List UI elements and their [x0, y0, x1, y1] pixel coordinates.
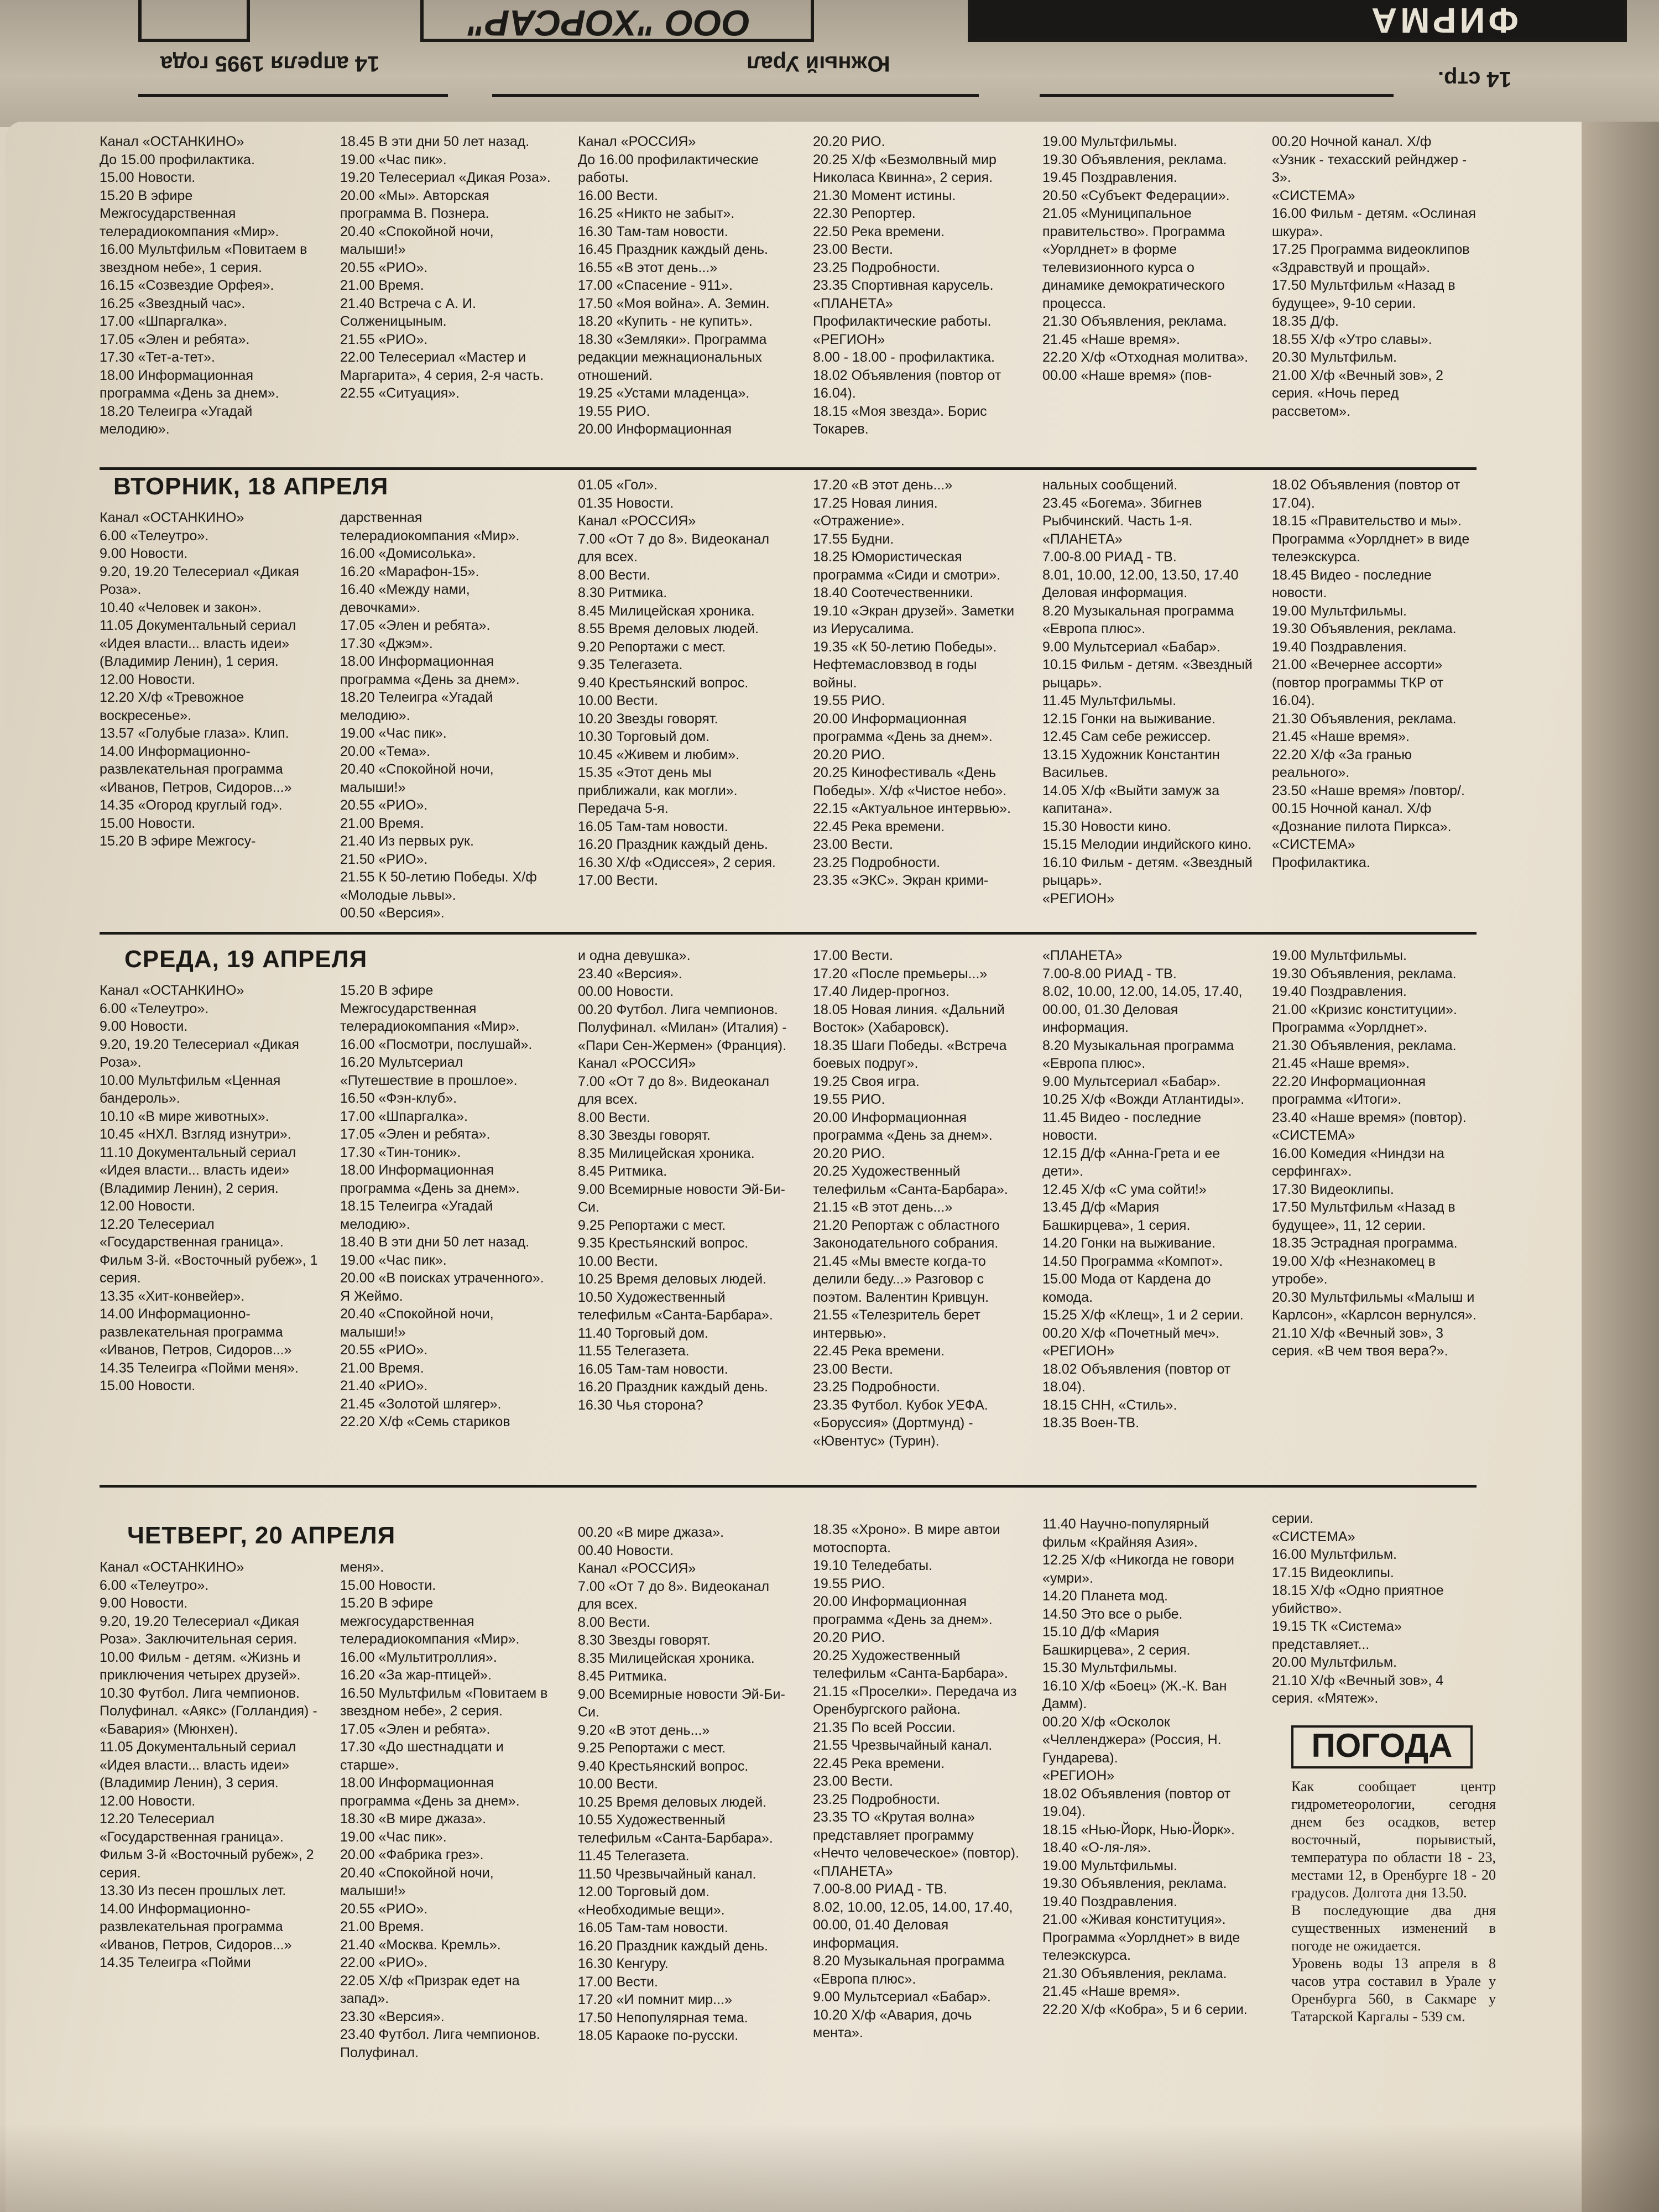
thursday-column-rossiya: 00.20 «В мире джаза». 00.40 Новости. Канал «РОССИЯ» 7.00 «От 7 до 8». Видеоканал для всех. 8.00 Вести. 8.30 Звезды говорят. 8.35 Милицейская хроника. 8.45 Ритмика. 9.00 Всемирные новости Эй-Би-Си. 9.20 «В этот день...» 9.25 Репортажи с мест. 9.40 Крестьянский вопрос. 10.00 Вести. 10.25 Время деловых людей. 10.55 Художественный телефильм «Санта-Барбара». 11.45 Телегазета. 11.50 Чрезвычайный канал. 12.00 Торговый дом. «Необходимые вещи». 16.05 Там-там новости. 16.20 Праздник каждый день. 16.30 Кенгуру. 17.00 Вести. 17.20 «И помнит мир...» 17.50 Непопулярная тема. 18.05 Караоке по-русски.	[578, 1525, 785, 2043]
tuesday-section	[100, 473, 1477, 935]
section-divider	[100, 467, 1477, 470]
section-divider	[100, 932, 1477, 935]
thursday-heading: ЧЕТВЕРГ, 20 АПРЕЛЯ	[127, 1522, 396, 1549]
folio-rule	[138, 94, 448, 97]
previous-page-edge	[0, 0, 1659, 127]
wednesday-heading: СРЕДА, 19 АПРЕЛЯ	[124, 946, 368, 973]
wednesday-column-ostankino-evening: 15.20 В эфире Межгосударственная телерадиокомпания «Мир». 16.00 «Посмотри, послушай». 16.20 Мультсериал «Путешествие в прошлое». 16.50 «Фэн-клуб». 17.00 «Шпаргалка». 17.05 «Элен и ребята». 17.30 «Тин-тоник». 18.00 Информационная программа «День за днем». 18.15 Телеигра «Угадай мелодию». 18.40 В эти дни 50 лет назад. 19.00 «Час пик». 20.00 «В поисках утраченного». Я Жеймо. 20.40 «Спокойной ночи, малыши!» 20.55 «РИО». 21.00 Время. 21.40 «РИО». 21.45 «Золотой шлягер». 22.20 Х/ф «Семь стариков	[340, 983, 544, 1430]
monday-column-rossiya-evening: 20.20 РИО. 20.25 Х/ф «Безмолвный мир Николаса Квинна», 2 серия. 21.30 Момент истины. 22.30 Репортер. 22.50 Река времени. 23.00 Вести. 23.25 Подробности. 23.35 Спортивная карусель. «ПЛАНЕТА» Профилактические работы. «РЕГИОН» 8.00 - 18.00 - профилактика. 18.02 Объявления (повтор от 16.04). 18.15 «Моя звезда». Борис Токарев.	[813, 134, 1001, 437]
monday-column-sistema: 00.20 Ночной канал. Х/ф «Узник - техасский рейнджер - 3». «СИСТЕМА» 16.00 Фильм - детям. «Ослиная шкура». 17.25 Программа видеоклипов «Здравствуй и прощай». 17.50 Мультфильм «Назад в будущее», 9-10 серии. 18.35 Д/ф. 18.55 Х/ф «Утро славы». 20.30 Мультфильм. 21.00 Х/ф «Вечный зов», 2 серия. «Ночь перед рассветом».	[1272, 134, 1476, 419]
wednesday-column-rossiya-evening: 17.00 Вести. 17.20 «После премьеры...» 17.40 Лидер-прогноз. 18.05 Новая линия. «Дальний Восток» (Хабаровск). 18.35 Шаги Победы. «Встреча боевых подруг». 19.25 Своя игра. 19.55 РИО. 20.00 Информационная программа «День за днем». 20.20 РИО. 20.25 Художественный телефильм «Санта-Барбара». 21.15 «В этот день...» 21.20 Репортаж с областного Законодательного собрания. 21.45 «Мы вместе когда-то делили беду...» Разговор с поэтом. Валентин Кривцун. 21.55 «Телезритель берет интервью». 22.45 Река времени. 23.00 Вести. 23.25 Подробности. 23.35 Футбол. Кубок УЕФА. «Боруссия» (Дортмунд) - «Ювентус» (Турин).	[813, 948, 1008, 1449]
ad-box-firm	[968, 0, 1627, 42]
wednesday-column-rossiya: и одна девушка». 23.40 «Версия». 00.00 Новости. 00.20 Футбол. Лига чемпионов. Полуфинал. «Милан» (Италия) - «Пари Сен-Жермен» (Франция). Канал «РОССИЯ» 7.00 «От 7 до 8». Видеоканал для всех. 8.00 Вести. 8.30 Звезды говорят. 8.35 Милицейская хроника. 8.45 Ритмика. 9.00 Всемирные новости Эй-Би-Си. 9.25 Репортажи с мест. 9.35 Крестьянский вопрос. 10.00 Вести. 10.25 Время деловых людей. 10.50 Художественный телефильм «Санта-Барбара». 11.40 Торговый дом. 11.55 Телегазета. 16.05 Там-там новости. 16.20 Праздник каждый день. 16.30 Чья сторона?	[578, 948, 787, 1413]
issue-date: 14 апреля 1995 года	[160, 51, 380, 76]
page-gutter	[1582, 122, 1659, 2212]
monday-section	[100, 133, 1477, 470]
monday-column-ostankino-evening: 18.45 В эти дни 50 лет назад. 19.00 «Час пик». 19.20 Телесериал «Дикая Роза». 20.00 «Мы». Авторская программа В. Познера. 20.40 «Спокойной ночи, малыши!» 20.55 «РИО». 21.00 Время. 21.40 Встреча с А. И. Солженицыным. 21.55 «РИО». 22.00 Телесериал «Мастер и Маргарита», 4 серия, 2-я часть. 22.55 «Ситуация».	[340, 134, 551, 401]
emblem-box	[138, 0, 250, 42]
thursday-column-ostankino: Канал «ОСТАНКИНО» 6.00 «Телеутро». 9.00 Новости. 9.20, 19.20 Телесериал «Дикая Роза». Заключительная серия. 10.00 Фильм - детям. «Жизнь и приключения четырех друзей». 10.30 Футбол. Лига чемпионов. Полуфинал. «Аякс» (Голландия) - «Бавария» (Мюнхен). 11.05 Документальный сериал «Идея власти... власть идеи» (Владимир Ленин), 3 серия. 12.00 Новости. 12.20 Телесериал «Государственная граница». Фильм 3-й «Восточный рубеж», 2 серия. 13.30 Из песен прошлых лет. 14.00 Информационно-развлекательная программа «Иванов, Петров, Сидоров...» 14.35 Телеигра «Пойми	[100, 1559, 317, 1970]
bottom-shadow	[0, 2124, 1659, 2212]
thursday-column-region: 11.40 Научно-популярный фильм «Крайняя Азия». 12.25 Х/ф «Никогда не говори «умри». 14.20 Планета мод. 14.50 Это все о рыбе. 15.10 Д/ф «Мария Башкирцева», 2 серия. 15.30 Мультфильмы. 16.10 Х/ф «Боец» (Ж.-К. Ван Дамм). 00.20 Х/ф «Осколок «Челленджера» (Россия, Н. Гундарева). «РЕГИОН» 18.02 Объявления (повтор от 19.04). 18.15 «Нью-Йорк, Нью-Йорк». 18.40 «О-ля-ля». 19.00 Мультфильмы. 19.30 Объявления, реклама. 19.40 Поздравления. 21.00 «Живая конституция». Программа «Уорлднет» в виде телеэкскурса. 21.30 Объявления, реклама. 21.45 «Наше время». 22.20 Х/ф «Кобра», 5 и 6 серии.	[1042, 1516, 1248, 2017]
ad-company-text: ООО "ХОРСАР"	[468, 3, 751, 44]
ad-box-horsar	[420, 0, 814, 42]
tuesday-heading: ВТОРНИК, 18 АПРЕЛЯ	[113, 473, 389, 500]
tuesday-column-region: 18.02 Объявления (повтор от 17.04). 18.15 «Правительство и мы». Программа «Уорлднет» в виде телеэкскурса. 18.45 Видео - последние новости. 19.00 Мультфильмы. 19.30 Объявления, реклама. 19.40 Поздравления. 21.00 «Вечернее ассорти» (повтор программы ТКР от 16.04). 21.30 Объявления, реклама. 21.45 «Наше время». 22.20 Х/ф «За гранью реального». 23.50 «Наше время» /повтор/. 00.15 Ночной канал. Х/ф «Дознание пилота Пиркса». «СИСТЕМА» Профилактика.	[1272, 477, 1470, 870]
folio-rule	[1040, 94, 1394, 97]
monday-column-rossiya: Канал «РОССИЯ» До 16.00 профилактические работы. 16.00 Вести. 16.25 «Никто не забыт». 16.30 Там-там новости. 16.45 Праздник каждый день. 16.55 «В этот день...» 17.00 «Спасение - 911». 17.50 «Моя война». А. Земин. 18.20 «Купить - не купить». 18.30 «Земляки». Программа редакции межнациональных отношений. 19.25 «Устами младенца». 19.55 РИО. 20.00 Информационная	[578, 134, 770, 437]
ad-firm-text: ФИРМА	[1368, 1, 1519, 40]
thursday-column-ostankino-evening: меня». 15.00 Новости. 15.20 В эфире межгосударственная телерадиокомпания «Мир». 16.00 «Мультитроллия». 16.20 «За жар-птицей». 16.50 Мультфильм «Повитаем в звездном небе», 2 серия. 17.05 «Элен и ребята». 17.30 «До шестнадцати и старше». 18.00 Информационная программа «День за днем». 18.30 «В мире джаза». 19.00 «Час пик». 20.00 «Фабрика грез». 20.40 «Спокойной ночи, малыши!» 20.55 «РИО». 21.00 Время. 21.40 «Москва. Кремль». 22.00 «РИО». 22.05 Х/ф «Призрак едет на запад». 23.30 «Версия». 23.40 Футбол. Лига чемпионов. Полуфинал.	[340, 1559, 548, 2060]
tuesday-column-rossiya-evening: 17.20 «В этот день...» 17.25 Новая линия. «Отражение». 17.55 Будни. 18.25 Юмористическая программа «Сиди и смотри». 18.40 Соотечественники. 19.10 «Экран друзей». Заметки из Иерусалима. 19.35 «К 50-летию Победы». Нефтемасловзвод в годы войны. 19.55 РИО. 20.00 Информационная программа «День за днем». 20.20 РИО. 20.25 Кинофестиваль «День Победы». Х/ф «Чистое небо». 22.15 «Актуальное интервью». 22.45 Река времени. 23.00 Вести. 23.25 Подробности. 23.35 «ЭКС». Экран крими-	[813, 477, 1015, 888]
wednesday-column-planeta: «ПЛАНЕТА» 7.00-8.00 РИАД - ТВ. 8.02, 10.00, 12.00, 14.05, 17.40, 00.00, 01.30 Деловая информация. 8.20 Музыкальная программа «Европа плюс». 9.00 Мультсериал «Бабар». 10.25 Х/ф «Вожди Атлантиды». 11.45 Видео - последние новости. 12.15 Д/ф «Анна-Грета и ее дети». 12.45 Х/ф «С ума сойти!» 13.45 Д/ф «Мария Башкирцева», 1 серия. 14.20 Гонки на выживание. 14.50 Программа «Компот». 15.00 Мода от Кардена до комода. 15.25 Х/ф «Клещ», 1 и 2 серии. 00.20 Х/ф «Почетный меч». «РЕГИОН» 18.02 Объявления (повтор от 18.04). 18.15 СНН, «Стиль». 18.35 Воен-ТВ.	[1042, 948, 1245, 1431]
tuesday-column-ostankino-evening: дарственная телерадиокомпания «Мир». 16.00 «Домисолька». 16.20 «Марафон-15». 16.40 «Между нами, девочками». 17.05 «Элен и ребята». 17.30 «Джэм». 18.00 Информационная программа «День за днем». 18.20 Телеигра «Угадай мелодию». 19.00 «Час пик». 20.00 «Тема». 20.40 «Спокойной ночи, малыши!» 20.55 «РИО». 21.00 Время. 21.40 Из первых рук. 21.50 «РИО». 21.55 К 50-летию Победы. Х/ф «Молодые львы». 00.50 «Версия».	[340, 510, 537, 921]
newspaper-name: Южный Урал	[747, 51, 890, 76]
folio-rule	[492, 94, 979, 97]
previous-page-strip	[138, 0, 1631, 127]
thursday-section	[100, 1499, 1477, 2168]
thursday-column-rossiya-evening: 18.35 «Хроно». В мире автои мотоспорта. 19.10 Теледебаты. 19.55 РИО. 20.00 Информационная программа «День за днем». 20.20 РИО. 20.25 Художественный телефильм «Санта-Барбара». 21.15 «Проселки». Передача из Оренбургского района. 21.35 По всей России. 21.55 Чрезвычайный канал. 22.45 Река времени. 23.00 Вести. 23.25 Подробности. 23.35 ТО «Крутая волна» представляет программу «Нечто человеческое» (повтор). «ПЛАНЕТА» 7.00-8.00 РИАД - ТВ. 8.02, 10.00, 12.05, 14.00, 17.40, 00.00, 01.40 Деловая информация. 8.20 Музыкальная программа «Европа плюс». 9.00 Мультсериал «Бабар». 10.20 Х/ф «Авария, дочь мента».	[813, 1522, 1020, 2041]
section-divider	[100, 1485, 1477, 1488]
monday-column-ostankino: Канал «ОСТАНКИНО» До 15.00 профилактика. 15.00 Новости. 15.20 В эфире Межгосударственная телерадиокомпания «Мир». 16.00 Мультфильм «Повитаем в звездном небе», 1 серия. 16.15 «Созвездие Орфея». 16.25 «Звездный час». 17.00 «Шпаргалка». 17.05 «Элен и ребята». 17.30 «Тет-а-тет». 18.00 Информационная программа «День за днем». 18.20 Телеигра «Угадай мелодию».	[100, 134, 307, 437]
weather-box	[1291, 1725, 1501, 2135]
page-number: 14 стр.	[1438, 67, 1511, 91]
monday-column-region: 19.00 Мультфильмы. 19.30 Объявления, реклама. 19.45 Поздравления. 20.50 «Субъект Федерации». 21.05 «Муниципальное правительство». Программа «Уорлднет» в форме телевизионного курса о динамике демократического процесса. 21.30 Объявления, реклама. 21.45 «Наше время». 22.20 Х/ф «Отходная молитва». 00.00 «Наше время» (пов-	[1042, 134, 1249, 383]
weather-title: ПОГОДА	[1291, 1725, 1473, 1768]
tuesday-column-rossiya: 01.05 «Гол». 01.35 Новости. Канал «РОССИЯ» 7.00 «От 7 до 8». Видеоканал для всех. 8.00 Вести. 8.30 Ритмика. 8.45 Милицейская хроника. 8.55 Время деловых людей. 9.20 Репортажи с мест. 9.35 Телегазета. 9.40 Крестьянский вопрос. 10.00 Вести. 10.20 Звезды говорят. 10.30 Торговый дом. 10.45 «Живем и любим». 15.35 «Этот день мы приближали, как могли». Передача 5-я. 16.05 Там-там новости. 16.20 Праздник каждый день. 16.30 Х/ф «Одиссея», 2 серия. 17.00 Вести.	[578, 477, 776, 888]
tuesday-column-planeta: нальных сообщений. 23.45 «Богема». Збигнев Рыбчинский. Часть 1-я. «ПЛАНЕТА» 7.00-8.00 РИАД - ТВ. 8.01, 10.00, 12.00, 13.50, 17.40 Деловая информация. 8.20 Музыкальная программа «Европа плюс». 9.00 Мультсериал «Бабар». 10.15 Фильм - детям. «Звездный рыцарь». 11.45 Мультфильмы. 12.15 Гонки на выживание. 12.45 Сам себе режиссер. 13.15 Художник Константин Васильев. 14.05 Х/ф «Выйти замуж за капитана». 15.30 Новости кино. 15.15 Мелодии индийского кино. 16.10 Фильм - детям. «Звездный рыцарь». «РЕГИОН»	[1042, 477, 1253, 906]
tuesday-column-ostankino: Канал «ОСТАНКИНО» 6.00 «Телеутро». 9.00 Новости. 9.20, 19.20 Телесериал «Дикая Роза». 10.40 «Человек и закон». 11.05 Документальный сериал «Идея власти... власть идеи» (Владимир Ленин), 1 серия. 12.00 Новости. 12.20 Х/ф «Тревожное воскресенье». 13.57 «Голубые глаза». Клип. 14.00 Информационно-развлекательная программа «Иванов, Петров, Сидоров...» 14.35 «Огород круглый год». 15.00 Новости. 15.20 В эфире Межгосу-	[100, 510, 299, 849]
thursday-column-sistema: серии. «СИСТЕМА» 16.00 Мультфильм. 17.15 Видеоклипы. 18.15 Х/ф «Одно приятное убийство». 19.15 ТК «Система» представляет... 20.00 Мультфильм. 21.10 Х/ф «Вечный зов», 4 серия. «Мятеж».	[1272, 1511, 1444, 1706]
weather-text: Как сообщает центр гидрометеорологии, сегодня днем без осадков, ветер восточный, порывистый, температура по области 18 - 23, местами 12, в Оренбурге 18 - 20 градусов. Долгота дня 13.50. В последующие два дня существенных изменений в погоде не ожидается. Уровень воды 13 апреля в 8 часов утра составил в Урале у Оренбурга 560, в Сакмаре у Татарской Каргалы - 539 см.	[1291, 1778, 1496, 2025]
wednesday-section	[100, 940, 1477, 1493]
wednesday-column-ostankino: Канал «ОСТАНКИНО» 6.00 «Телеутро». 9.00 Новости. 9.20, 19.20 Телесериал «Дикая Роза». 10.00 Мультфильм «Ценная бандероль». 10.10 «В мире животных». 10.45 «НХЛ. Взгляд изнутри». 11.10 Документальный сериал «Идея власти... власть идеи» (Владимир Ленин), 2 серия. 12.00 Новости. 12.20 Телесериал «Государственная граница». Фильм 3-й. «Восточный рубеж», 1 серия. 13.35 «Хит-конвейер». 14.00 Информационно-развлекательная программа «Иванов, Петров, Сидоров...» 14.35 Телеигра «Пойми меня». 15.00 Новости.	[100, 983, 318, 1394]
wednesday-column-region: 19.00 Мультфильмы. 19.30 Объявления, реклама. 19.40 Поздравления. 21.00 «Кризис конституции». Программа «Уорлднет». 21.30 Объявления, реклама. 21.45 «Наше время». 22.20 Информационная программа «Итоги». 23.40 «Наше время» (повтор). «СИСТЕМА» 16.00 Комедия «Ниндзи на серфингах». 17.30 Видеоклипы. 17.50 Мультфильм «Назад в будущее», 11, 12 серии. 18.35 Эстрадная программа. 19.00 Х/ф «Незнакомец в утробе». 20.30 Мультфильмы «Малыш и Карлсон», «Карлсон вернулся». 21.10 Х/ф «Вечный зов», 3 серия. «В чем твоя вера?».	[1272, 948, 1477, 1359]
